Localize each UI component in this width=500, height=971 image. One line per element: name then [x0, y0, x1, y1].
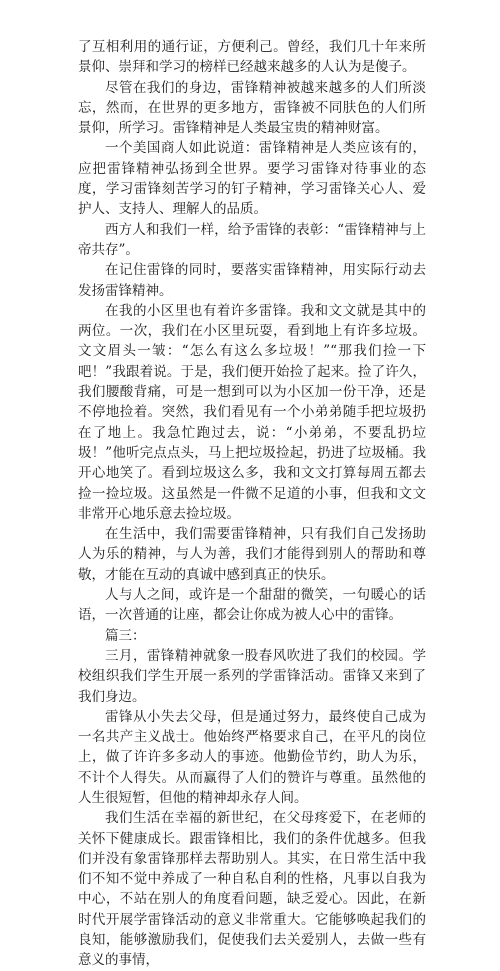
paragraph-4: 西方人和我们一样，给予雷锋的表彰：“雷锋精神与上帝共存”。 — [78, 221, 426, 258]
paragraph-11: 我们生活在幸福的新世纪，在父母疼爱下，在老师的关怀下健康成长。跟雷锋相比，我们的条件优越多。但我们并没有象雷锋那样去帮助别人。其实，在日常生活中我们不知不觉中养成了一种自私自利的性格，凡事以自我为中心，不站在别人的角度看问题，缺乏爱心。因此，在新时代开展学雷锋活动的意义非常重大。它能够唤起我们的良知，能够激励我们，促使我们去关爱别人，去做一些有意义的事情， — [78, 810, 426, 969]
paragraph-10: 雷锋从小失去父母，但是通过努力，最终使自己成为一名共产主义战士。他始终严格要求自己，在平凡的岗位上，做了许许多多动人的事迹。他勤俭节约，助人为乐，不计个人得失。从而赢得了人们的赞许与尊重。虽然他的人生很短暂，但他的精神却永存人间。 — [78, 708, 426, 806]
document-body — [78, 37, 426, 971]
paragraph-5: 在记住雷锋的同时，要落实雷锋精神，用实际行动去发扬雷锋精神。 — [78, 262, 426, 299]
paragraph-3: 一个美国商人如此说道：雷锋精神是人类应该有的，应把雷锋精神弘扬到全世界。要学习雷锋对待事业的态度，学习雷锋刻苦学习的钉子精神，学习雷锋关心人、爱护人、支持人、理解人的品质。 — [78, 140, 426, 218]
paragraph-1: 了互相利用的通行证，方便利己。曾经，我们几十年来所景仰、崇拜和学习的榜样已经越来越多的人认为是傻子。 — [78, 39, 426, 76]
paragraph-2: 尽管在我们的身边，雷锋精神被越来越多的人们所淡忘，然而，在世界的更多地方，雷锋被不同肤色的人们所景仰，所学习。雷锋精神是人类最宝贵的精神财富。 — [78, 79, 426, 137]
paragraph-6: 在我的小区里也有着许多雷锋。我和文文就是其中的两位。一次，我们在小区里玩耍，看到地上有许多垃圾。文文眉头一皱：“怎么有这么多垃圾！”“那我们捡一下吧！”我跟着说。于是，我们便开始捡了起来。捡了许久，我们腰酸背痛，可是一想到可以为小区加一份干净，还是不停地捡着。突然，我们看见有一个小弟弟随手把垃圾扔在了地上。我急忙跑过去，说：“小弟弟，不要乱扔垃圾！”他听完点点头，马上把垃圾捡起，扔进了垃圾桶。我开心地笑了。看到垃圾这么多，我和文文打算每周五都去捡一捡垃圾。这虽然是一件微不足道的小事，但我和文文非常开心地乐意去捡垃圾。 — [78, 302, 426, 522]
section-heading: 篇三： — [105, 627, 146, 644]
paragraph-9: 三月，雷锋精神就象一股春风吹进了我们的校园。学校组织我们学生开展一系列的学雷锋活动。雷锋又来到了我们身边。 — [78, 647, 426, 705]
paragraph-8: 人与人之间，或许是一个甜甜的微笑，一句暖心的话语，一次普通的让座，都会让你成为被人心中的雷锋。 — [78, 587, 426, 624]
paragraph-7: 在生活中，我们需要雷锋精神，只有我们自己发扬助人为乐的精神，与人为善，我们才能得到别人的帮助和尊敬，才能在互动的真诚中感到真正的快乐。 — [78, 526, 426, 583]
